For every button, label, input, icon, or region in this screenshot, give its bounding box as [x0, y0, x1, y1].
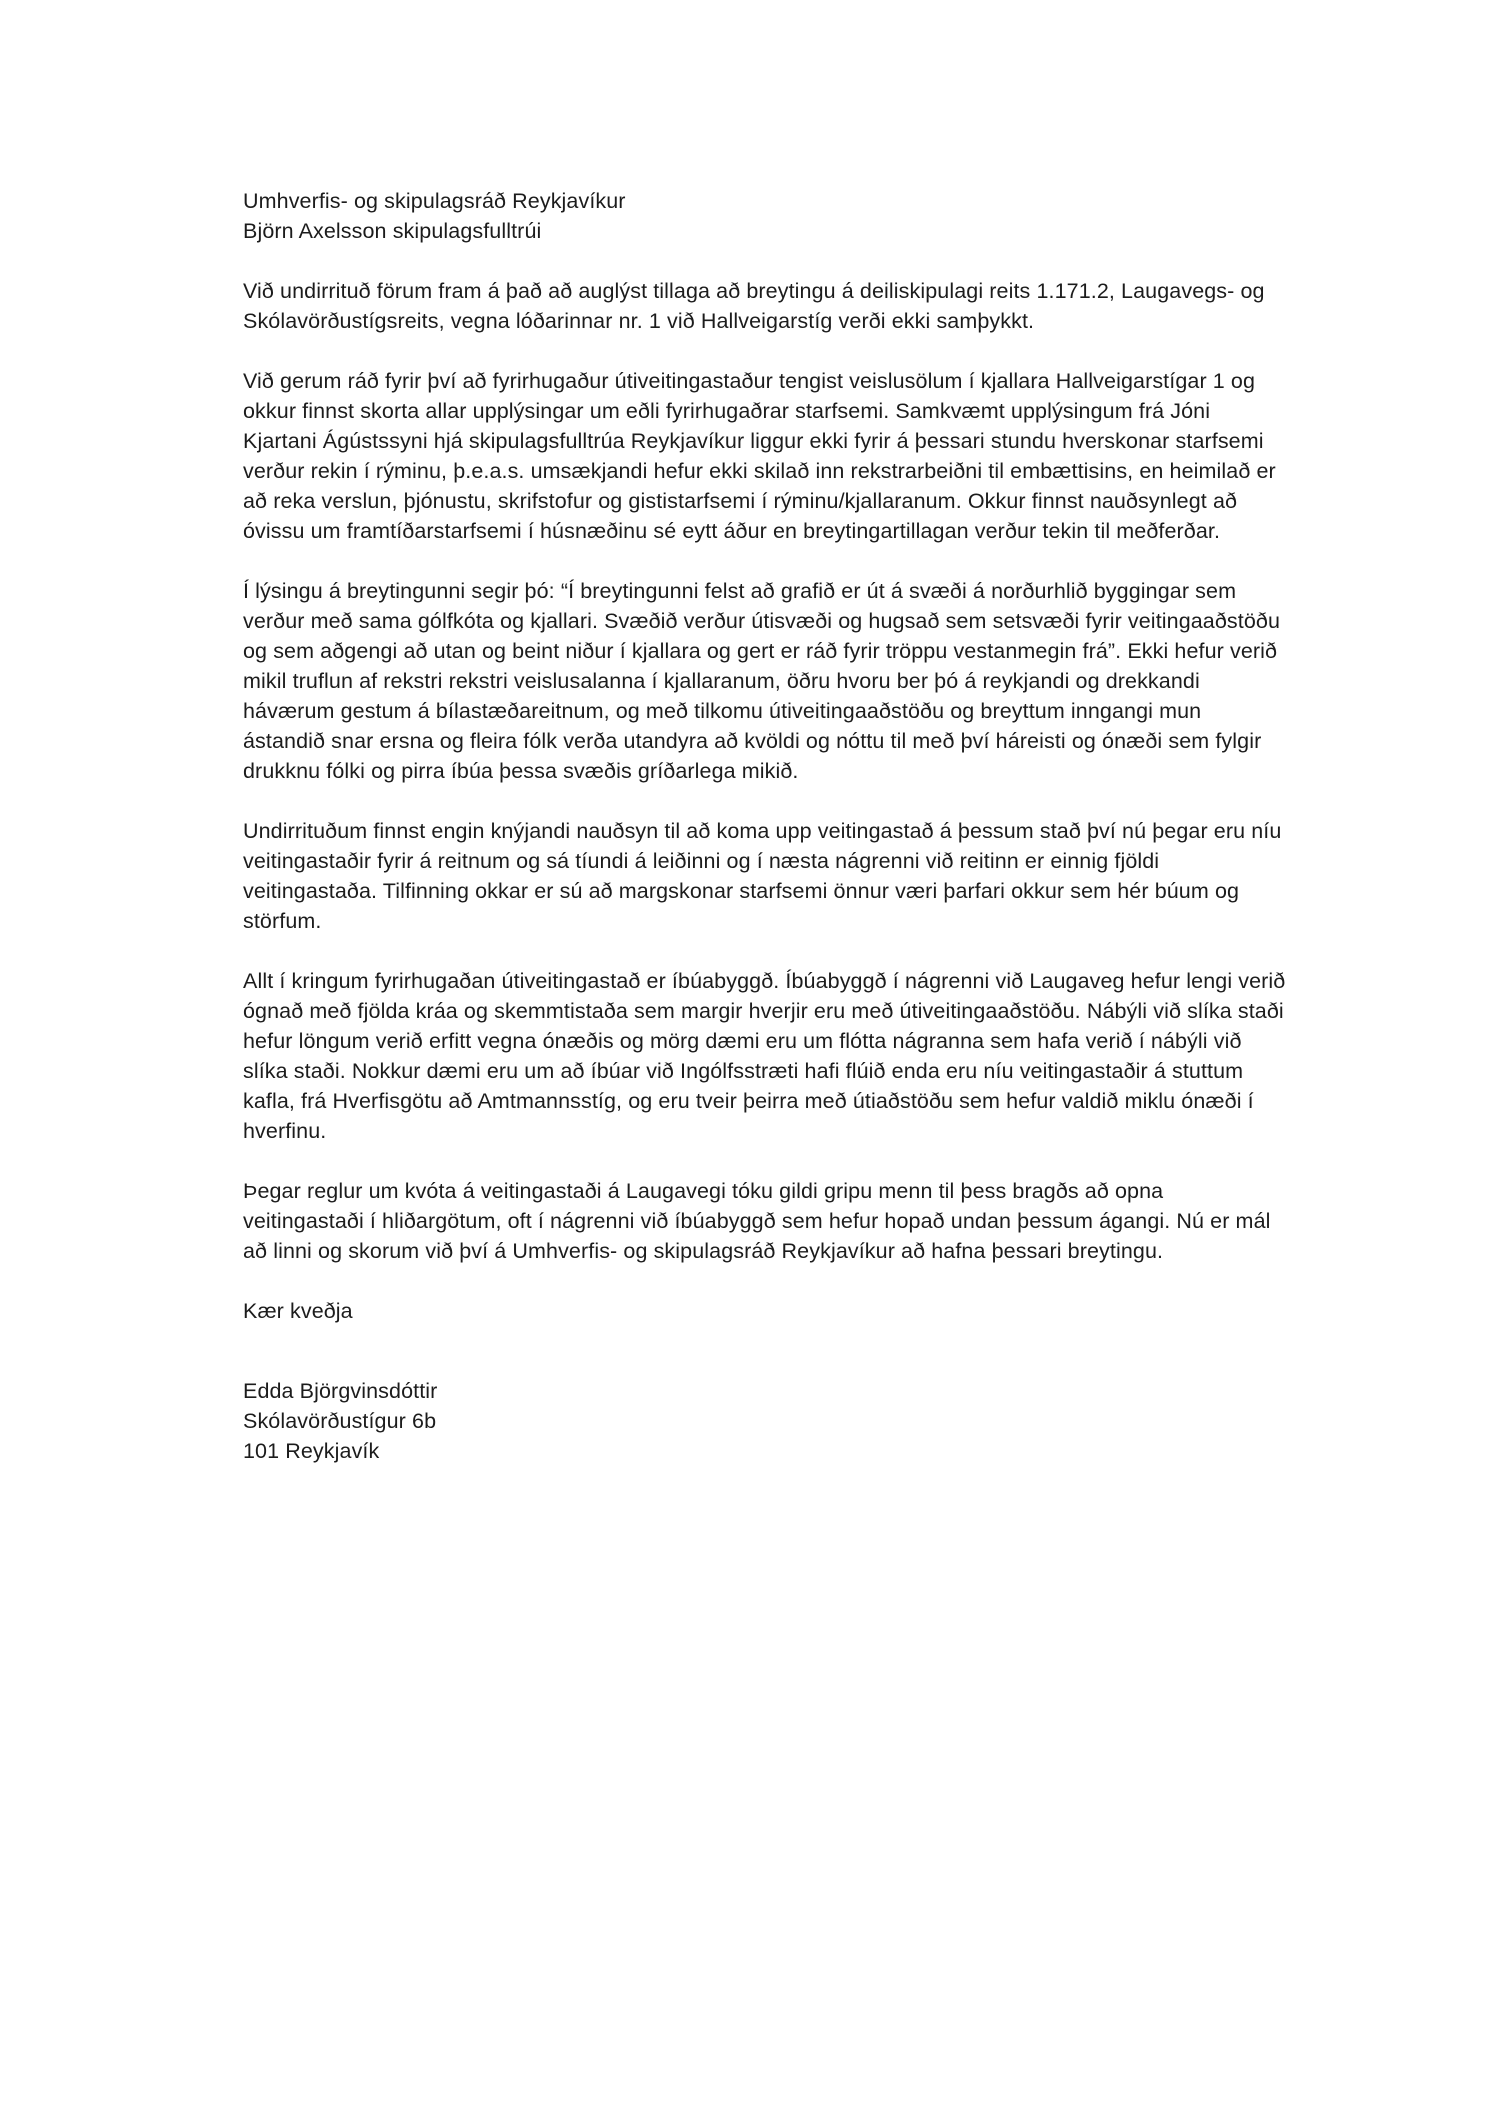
paragraph-1: Við undirrituð förum fram á það að auglýst tillaga að breytingu á deiliskipulagi reits 1.171.2, Laugavegs- og Skólavörðustígsreits, vegna lóðarinnar nr. 1 við Hallveigarstíg verði ekki samþykkt. [243, 279, 1265, 333]
signature-block [243, 1376, 1288, 1466]
letter-body [243, 186, 1288, 1466]
recipient-name: Umhverfis- og skipulagsráð Reykjavíkur [243, 189, 626, 213]
paragraph-2: Við gerum ráð fyrir því að fyrirhugaður útiveitingastaður tengist veislusölum í kjallara Hallveigarstígar 1 og okkur finnst skorta allar upplýsingar um eðli fyrirhugaðrar starfsemi. Samkvæmt upplýsingum frá Jóni Kjartani Ágústssyni hjá skipulagsfulltrúa Reykjavíkur liggur ekki fyrir á þessari stundu hverskonar starfsemi verður rekin í rýminu, þ.e.a.s. umsækjandi hefur ekki skilað inn rekstrarbeiðni til embættisins, en heimilað er að reka verslun, þjónustu, skrifstofur og gististarfsemi í rýminu/kjallaranum. Okkur finnst nauðsynlegt að óvissu um framtíðarstarfsemi í húsnæðinu sé eytt áður en breytingartillagan verður tekin til meðferðar. [243, 369, 1276, 543]
signature-city: 101 Reykjavík [243, 1439, 380, 1463]
closing-salutation: Kær kveðja [243, 1299, 353, 1323]
paragraph-5: Allt í kringum fyrirhugaðan útiveitingastað er íbúabyggð. Íbúabyggð í nágrenni við Laugaveg hefur lengi verið ógnað með fjölda kráa og skemmtistaða sem margir hverjir eru með útiveitingaaðstöðu. Nábýli við slíka staði hefur löngum verið erfitt vegna ónæðis og mörg dæmi eru um flótta nágranna sem hafa verið í nábýli við slíka staði. Nokkur dæmi eru um að íbúar við Ingólfsstræti hafi flúið enda eru níu veitingastaðir á stuttum kafla, frá Hverfisgötu að Amtmannsstíg, og eru tveir þeirra með útiaðstöðu sem hefur valdið miklu ónæði í hverfinu. [243, 969, 1286, 1143]
recipient-contact: Björn Axelsson skipulagsfulltrúi [243, 219, 542, 243]
recipient-block [243, 186, 1288, 246]
paragraph-3: Í lýsingu á breytingunni segir þó: “Í breytingunni felst að grafið er út á svæði á norðurhlið byggingar sem verður með sama gólfkóta og kjallari. Svæðið verður útisvæði og hugsað sem setsvæði fyrir veitingaaðstöðu og sem aðgengi að utan og beint niður í kjallara og gert er ráð fyrir tröppu vestanmegin frá”. Ekki hefur verið mikil truflun af rekstri rekstri veislusalanna í kjallaranum, öðru hvoru ber þó á reykjandi og drekkandi háværum gestum á bílastæðareitnum, og með tilkomu útiveitingaaðstöðu og breyttum inngangi mun ástandið snar ersna og fleira fólk verða utandyra að kvöldi og nóttu til með því háreisti og ónæði sem fylgir drukknu fólki og pirra íbúa þessa svæðis gríðarlega mikið. [243, 579, 1281, 783]
paragraph-6: Þegar reglur um kvóta á veitingastaði á Laugavegi tóku gildi gripu menn til þess bragðs að opna veitingastaði í hliðargötum, oft í nágrenni við íbúabyggð sem hefur hopað undan þessum ágangi. Nú er mál að linni og skorum við því á Umhverfis- og skipulagsráð Reykjavíkur að hafna þessari breytingu. [243, 1179, 1271, 1263]
paragraph-4: Undirrituðum finnst engin knýjandi nauðsyn til að koma upp veitingastað á þessum stað því nú þegar eru níu veitingastaðir fyrir á reitnum og sá tíundi á leiðinni og í næsta nágrenni við reitinn er einnig fjöldi veitingastaða. Tilfinning okkar er sú að margskonar starfsemi önnur væri þarfari okkur sem hér búum og störfum. [243, 819, 1282, 933]
signature-address: Skólavörðustígur 6b [243, 1409, 437, 1433]
signature-name: Edda Björgvinsdóttir [243, 1379, 438, 1403]
